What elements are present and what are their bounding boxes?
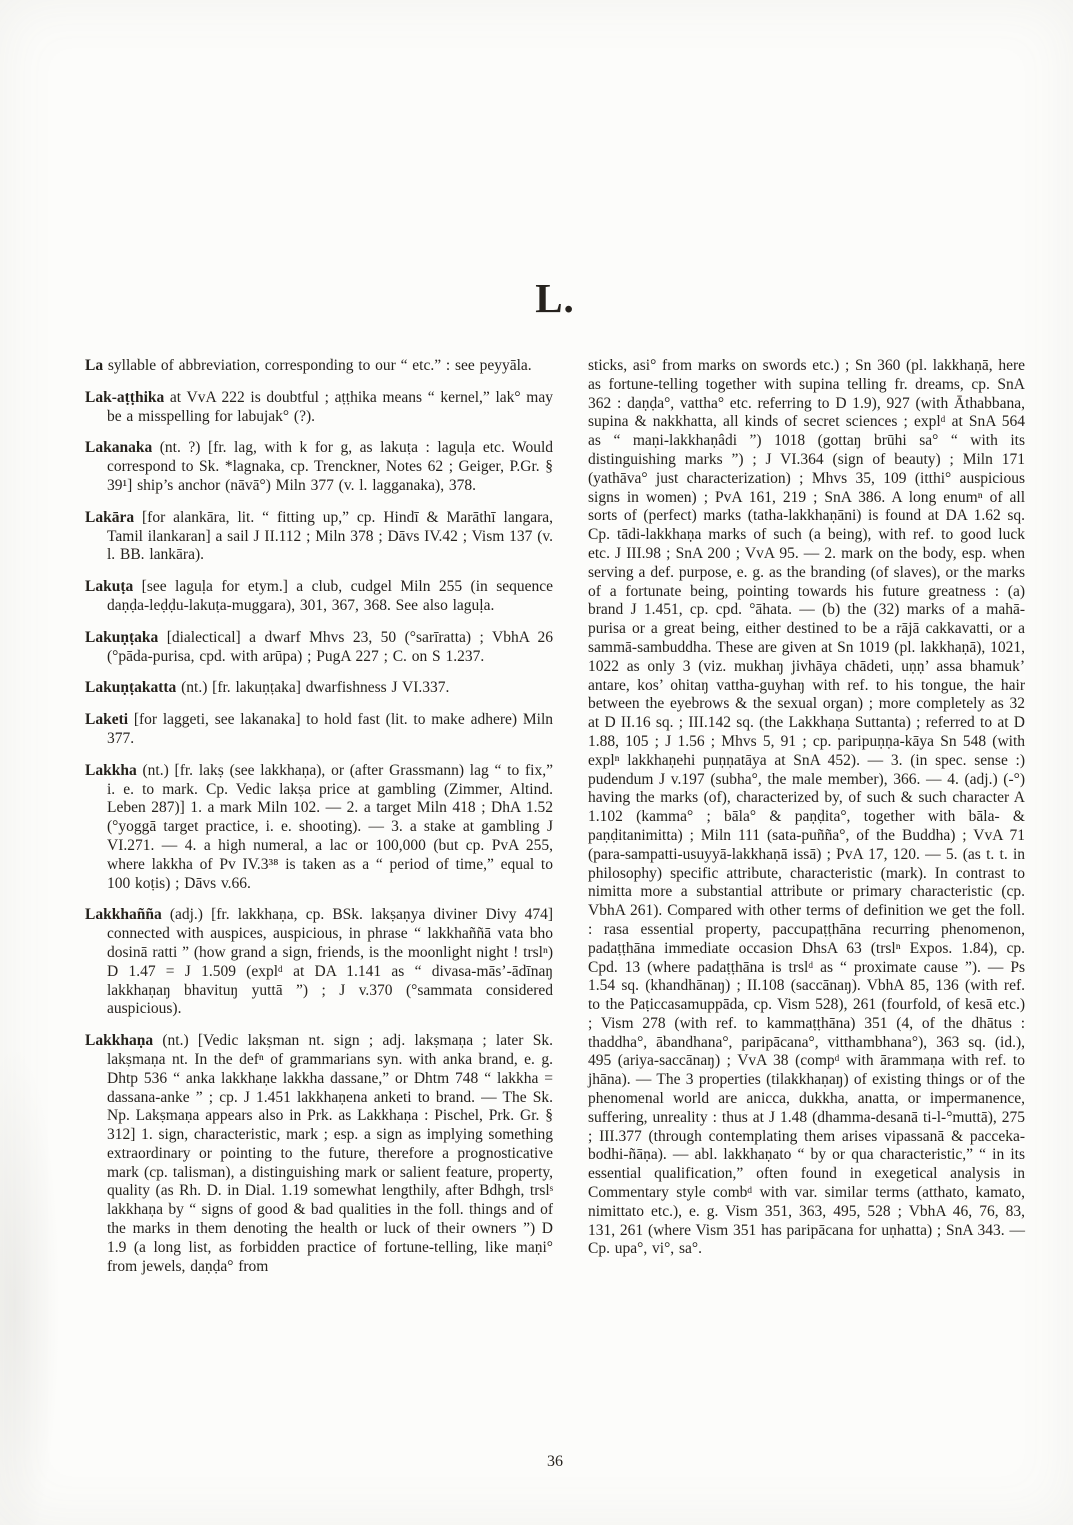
dictionary-entry-laketi [85, 711, 553, 749]
entry-body: (nt.) [fr. lakuṇṭaka] dwarfishness J VI.337. [176, 679, 450, 697]
entry-headword: Laketi [85, 711, 129, 729]
left-column [85, 357, 553, 1276]
entry-body: (nt.) [Vedic lakṣman nt. sign ; adj. lakṣmaṇa ; later Sk. lakṣmaṇa nt. In the defⁿ of grammarians syn. with anka brand, e. g. Dhtp 536 “ anka lakkhaṇe lakkha dassane,” or Dhtm 748 “ lakkha = dassana-anke ” ; cp. J 1.451 lakkhaṇena anketi to brand. — The Sk. Np. Lakṣmaṇa appears also in Prk. as Lakkhaṇa : Pischel, Prk. Gr. § 312] 1. sign, characteristic, mark ; esp. a sign as implying something extraordinary or pointing to the future, therefore a prognosticative mark (cp. talisman), a distinguishing mark or salient feature, property, quality (as Rh. D. in Dial. 1.19 somewhat lengthily, after Bdhgh, trslˢ lakkhaṇa by “ signs of good & bad qualities in the foll. things and of the marks in them denoting the health or luck of their owners ”) D 1.9 (a long list, as forbidden practice of fortune-telling, like maṇi° from jewels, daṇḍa° from [107, 1032, 553, 1275]
entry-headword: Lakuṇṭaka [85, 628, 159, 646]
dictionary-entry-lakuta [85, 578, 553, 616]
dictionary-entry-lakuntaka [85, 629, 553, 667]
dictionary-entry-lakkhanna [85, 906, 553, 1019]
page-number: 36 [547, 1453, 563, 1470]
text-columns [85, 357, 1025, 1276]
dictionary-entry-lakanaka [85, 439, 553, 495]
entry-body: [for alankāra, lit. “ fitting up,” cp. Hindī & Marāthī langara, Tamil ilankaran] a sail J II.112 ; Miln 378 ; Dāvs IV.42 ; Vism 137 (v. l. BB. lankāra). [107, 508, 553, 564]
entry-body: [dialectical] a dwarf Mhvs 23, 50 (°sarīratta) ; VbhA 26 (°pāda-purisa, cpd. with arūpa) ; PugA 227 ; C. on S 1.237. [107, 628, 553, 665]
dictionary-entry-la [85, 357, 553, 376]
dictionary-entry-lakkha [85, 762, 553, 894]
entry-body: [see laguḷa for etym.] a club, cudgel Miln 255 (in sequence daṇḍa-leḍḍu-lakuṭa-muggara), 301, 367, 368. See also laguḷa. [107, 578, 553, 614]
entry-headword: Lakanaka [85, 439, 153, 457]
entry-headword: Lakkha [85, 761, 137, 779]
entry-headword: La [85, 357, 104, 374]
section-letter-heading: L. [535, 275, 575, 321]
entry-headword: Lakkhañña [85, 906, 162, 924]
entry-headword: Lakkhaṇa [85, 1032, 154, 1050]
entry-body: [for laggeti, see lakanaka] to hold fast (lit. to make adhere) Miln 377. [107, 711, 553, 747]
dictionary-entry-lakkhana [85, 1032, 553, 1276]
entry-body: syllable of abbreviation, corresponding to our “ etc.” : see peyyāla. [103, 357, 532, 374]
entry-body: (nt. ?) [fr. lag, with k for g, as lakuṭa : laguḷa etc. Would correspond to Sk. *lagnaka, cp. Trenckner, Notes 62 ; Geiger, P.Gr. § 39¹] ship’s anchor (nāvā°) Miln 377 (v. l. lagganaka), 378. [107, 439, 553, 494]
dictionary-entry-lak-atthika [85, 389, 553, 427]
entry-continuation-lakkhana: sticks, asi° from marks on swords etc.) ; Sn 360 (pl. lakkhaṇā, here as fortune-telling together with supina telling fr. dreams, cp. SnA 362 : daṇḍa°, vattha° etc. referring to D 1.9), 927 (with Āthabbana, supina & nakkhatta, all kinds of secret sciences ; explᵈ at SnA 564 as “ maṇi-lakkhaṇâdi ”) 1018 (gottaŋ brūhi sa° “ with its distinguishing marks ”) ; J VI.364 (sign of beauty) ; Miln 171 (yathāva° just characterization) ; Mhvs 35, 109 (itthi° auspicious signs in women) ; PvA 161, 219 ; SnA 386. A long enumⁿ of all sorts of (perfect) marks (tatha-lakkhaṇāni) is found at DA 1.62 sq. Cp. tādi-lakkhaṇa marks of such (a being), with ref. to good luck etc. J III.98 ; SnA 200 ; VvA 95. — 2. mark on the body, esp. when serving a def. purpose, e. g. as the branding (of slaves), or the marks of a fortunate being, pointing towards his future greatness : (a) brand J 1.451, cp. cpd. °āhata. — (b) the (32) marks of a mahā-purisa or a great being, either destined to be a rājā cakkavatti, or a sammā-sambuddha. These are given at Sn 1019 (pl. lakkhaṇā), 1021, 1022 as only 3 (viz. mukhaŋ jivhāya chādeti, uṇṇ’ assa bhamuk’ antare, kos’ ohitaŋ vattha-guyhaŋ with ref. to his tongue, the hair between the eyebrows & the sexual organ) ; more completely as 32 at D II.16 sq. ; III.142 sq. (the Lakkhaṇa Suttanta) ; referred to at D 1.88, 105 ; J 1.56 ; Mhvs 5, 91 ; cp. paripuṇṇa-kāya Sn 548 (with explⁿ lakkhaṇehi puṇṇatāya at SnA 452). — 3. (in spec. sense :) pudendum J v.197 (subha°, the male member), 366. — 4. (adj.) (-°) having the marks (of), characterized by, of such & such character A 1.102 (kamma° ; bāla° & paṇḍita°, together with bāla- & paṇḍitanimitta) ; Miln 111 (sata-puñña°, of the Buddha) ; VvA 71 (para-sampatti-usuyyā-lakkhaṇā issā) ; PvA 17, 120. — 5. (as t. t. in philosophy) specific attribute, characteristic (mark). In contrast to nimitta more a substantial attribute or primary characteristic (cp. VbhA 261). Compared with other terms of definition we get the foll. : rasa essential property, paccupaṭṭhāna recurring phenomenon, padaṭṭhāna immediate occasion DhsA 63 (trslⁿ Expos. 1.84), cp. Cpd. 13 (where padaṭṭhāna is trslᵈ as “ proximate cause ”). — Ps 1.54 sq. (khandhānaŋ) ; II.108 (saccānaŋ). VbhA 85, 136 (with ref. to the Paṭiccasamuppāda, cp. Vism 528), 261 (fourfold, of kesā etc.) ; Vism 278 (with ref. to kammaṭṭhāna) 351 (4, of the dhātus : thaddha°, ābandhana°, paripācana°, vitthambhana°), 363 sq. (id.), 495 (ariya-saccānaŋ) ; VvA 38 (compᵈ with ārammaṇa with ref. to jhāna). — The 3 properties (tilakkhaṇaŋ) of existing things or of the phenomenal world are anicca, dukkha, anatta, or impermanence, suffering, unreality : thus at J 1.48 (dhamma-desanā ti-l-°muttā), 275 ; III.377 (through contemplating them arises vipassanā & pacceka-bodhi-ñāṇa). — abl. lakkhaṇato “ by or qua characteristic,” “ in its essential qualification,” often found in exegetical analysis in Commentary style combᵈ with var. similar terms (atthato, kamato, nimittato etc.), e. g. Vism 351, 363, 495, 528 ; VbhA 46, 76, 83, 131, 261 (where Vism 351 has paripācana for uṇhatta) ; SnA 343. — Cp. upa°, vi°, sa°. [588, 357, 1025, 1258]
entry-body: (adj.) [fr. lakkhaṇa, cp. BSk. lakṣaṇya diviner Divy 474] connected with auspices, auspicious, in phrase “ lakkhaññā vata bho dosinā ratti ” (how grand a sign, friends, is the moonlight night ! trslⁿ) D 1.47 = J 1.509 (explᵈ at DA 1.141 as “ divasa-mās’-ādīnaŋ lakkhaṇaŋ bhavituŋ yuttā ”) ; J v.370 (°sammata considered auspicious). [107, 906, 553, 1018]
entry-headword: Lakuṭa [85, 578, 134, 596]
entry-body: at VvA 222 is doubtful ; aṭṭhika means “ kernel,” lak° may be a misspelling for labujak° (?). [107, 388, 553, 425]
dictionary-entry-lakuntakatta [85, 679, 553, 698]
entry-headword: Lakuṇṭakatta [85, 679, 177, 697]
entry-body: (nt.) [fr. lakṣ (see lakkhaṇa), or (after Grassmann) lag “ to fix,” i. e. to mark. Cp. Vedic lakṣa price at gambling (Zimmer, Altind. Leben 287)] 1. a mark Miln 102. — 2. a target Miln 418 ; DhA 1.52 (°yoggā target practice, i. e. shooting). — 3. a stake at gambling J VI.271. — 4. a high numeral, a lac or 100,000 (but cp. PvA 255, where lakkha of Pv IV.3³⁸ is taken as a “ period of time,” equal to 100 koṭis) ; Dāvs v.66. [107, 761, 553, 892]
scan-smudge [0, 1045, 60, 1525]
entry-headword: Lak-aṭṭhika [85, 388, 165, 406]
dictionary-entry-lakara [85, 509, 553, 565]
right-column [588, 357, 1025, 1259]
entry-headword: Lakāra [85, 508, 135, 526]
